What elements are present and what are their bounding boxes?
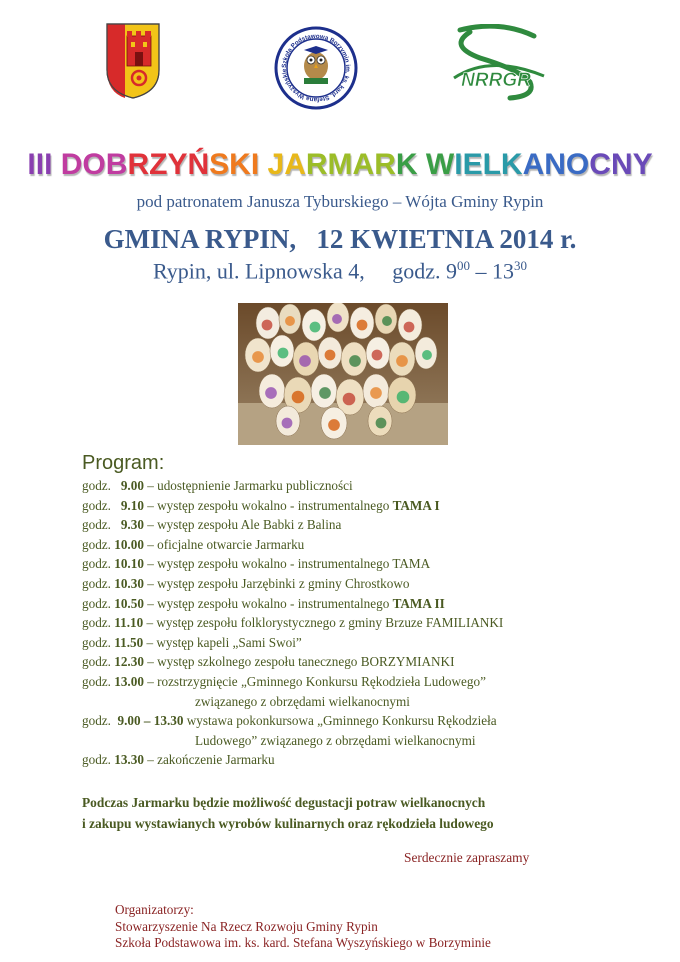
egg-decoration — [282, 418, 293, 429]
program-item-time: 13.00 — [114, 673, 144, 689]
program-item-text: – występ zespołu folklorystycznego z gminy Brzuze FAMILIANKI — [143, 615, 504, 631]
title-letter — [418, 148, 426, 182]
organizer-1: Stowarzyszenie Na Rzecz Rozwoju Gminy Rypin — [115, 918, 378, 934]
program-item-time: 12.30 — [114, 654, 144, 670]
title-letter: K — [229, 148, 251, 181]
title-letter: Z — [149, 148, 168, 181]
program-item-text: – występ zespołu wokalno - instrumentalnego — [143, 595, 393, 611]
program-item-time: 10.30 — [114, 575, 144, 591]
title-letter: S — [209, 148, 230, 181]
egg-decoration — [357, 320, 368, 331]
program-item-time: 9.30 — [120, 517, 144, 533]
organizers-heading: Organizatorzy: — [115, 902, 194, 917]
title-letter: K — [500, 148, 523, 181]
program-item-text: – występ zespołu Jarzębinki z gminy Chrostkowo — [143, 575, 410, 591]
program-item-time: 11.10 — [114, 615, 144, 631]
program-item-time: 9.10 — [120, 497, 144, 513]
address-hours-prefix: godz. 9 — [392, 258, 458, 284]
program-item — [82, 594, 642, 614]
headline: GMINA RYPIN, 12 KWIETNIA 2014 r. — [103, 224, 577, 254]
program-item-bold-tail: TAMA II — [392, 595, 445, 611]
address-line — [0, 258, 680, 284]
title-letter: I — [250, 148, 260, 181]
program-item-time: 13.30 — [114, 752, 144, 768]
program-item-bold-tail: TAMA I — [392, 497, 440, 513]
egg-decoration — [278, 348, 289, 359]
program-item-label: godz. — [82, 713, 118, 729]
title-letter: K — [395, 148, 418, 181]
program-item-text: – występ zespołu wokalno - instrumentalnego TAMA — [143, 556, 431, 572]
egg-decoration — [370, 387, 382, 399]
title-letter: N — [610, 148, 633, 181]
egg-decoration — [299, 355, 311, 367]
egg-decoration — [382, 316, 392, 326]
organizer-2: Szkoła Podstawowa im. ks. kard. Stefana Wyszyńskiego w Borzyminie — [115, 935, 491, 950]
program-list — [82, 476, 642, 770]
notice-line-2: i zakupu wystawianych wyrobów kulinarnych oraz rękodzieła ludowego — [82, 816, 494, 831]
title-letter: N — [544, 148, 566, 181]
title-letter: M — [327, 148, 353, 181]
program-item — [82, 652, 642, 672]
program-item-time: 10.10 — [114, 556, 144, 572]
title-letter: O — [565, 148, 590, 181]
title-letter: A — [352, 148, 375, 181]
egg-decoration — [349, 355, 361, 367]
program-item-label: godz. — [82, 575, 115, 591]
title-letter: Y — [167, 148, 188, 181]
title-letter: R — [305, 148, 328, 181]
program-item-text: – rozstrzygnięcie „Gminnego Konkursu Rękodzieła Ludowego” — [143, 673, 486, 689]
title-letter: E — [462, 148, 483, 181]
program-item-text: – występ zespołu wokalno - instrumentalnego — [143, 497, 393, 513]
program-item — [82, 496, 642, 516]
program-item — [82, 750, 642, 770]
title-letter: W — [425, 148, 455, 181]
egg-decoration — [325, 350, 336, 361]
program-item — [82, 633, 642, 653]
program-item-text: – występ kapeli „Sami Swoi” — [143, 634, 302, 650]
title-letter: Y — [632, 148, 653, 181]
program-item — [82, 535, 642, 555]
program-item-label: godz. — [82, 517, 121, 533]
title-letter: J — [267, 148, 285, 181]
title-letter: A — [284, 148, 306, 181]
egg-decoration — [372, 350, 383, 361]
egg-decoration — [376, 418, 387, 429]
program-item-text: – udostępnienie Jarmarku publiczności — [143, 478, 353, 493]
egg-decoration — [343, 393, 356, 406]
program-item-label: godz. — [82, 556, 115, 572]
program-item — [82, 613, 642, 633]
program-item — [82, 554, 642, 574]
program-item — [82, 476, 642, 496]
program-item-label: godz. — [82, 752, 115, 768]
egg-decoration — [292, 391, 305, 404]
program-item-text: wystawa pokonkursowa „Gminnego Konkursu Rękodzieła — [183, 713, 497, 729]
program-heading: Program: — [82, 452, 165, 474]
address-dash: – 13 — [470, 258, 515, 284]
program-item — [82, 515, 642, 535]
program-item-label: godz. — [82, 615, 115, 631]
address-start-sup: 00 — [457, 258, 471, 273]
program-item-text: – oficjalne otwarcie Jarmarku — [143, 536, 305, 552]
title-letter — [259, 148, 267, 182]
title-letter: I — [27, 148, 36, 181]
title-letter: I — [454, 148, 463, 181]
school-emblem-text: Szkoła Podstawowa Borzymin im. ks. kard. Stefana Wyszyńskie — [280, 32, 352, 104]
notice-line-1: Podczas Jarmarku będzie możliwość degustacji potraw wielkanocnych — [82, 795, 486, 810]
program-item-text: – zakończenie Jarmarku — [143, 752, 275, 768]
title-letter: B — [105, 148, 128, 181]
address-place: Rypin, ul. Lipnowska 4, — [152, 258, 365, 284]
program-item-time: 11.50 — [114, 634, 144, 650]
program-continuation: związanego z obrzędami wielkanocnymi — [195, 693, 410, 709]
easter-eggs-photo — [238, 303, 448, 445]
program-item-time: 9.00 — [120, 478, 144, 493]
organizers — [115, 902, 491, 952]
program-item-time: 10.00 — [114, 536, 144, 552]
address-end-sup: 30 — [514, 258, 528, 273]
program-item-label: godz. — [82, 497, 121, 513]
egg-decoration — [422, 350, 432, 360]
patronage-line: pod patronatem Janusza Tyburskiego – Wójta Gminy Rypin — [136, 192, 544, 211]
program-item-label: godz. — [82, 478, 121, 493]
nrrgr-logo-icon — [440, 24, 552, 102]
school-emblem-icon — [274, 26, 358, 110]
event-title — [0, 148, 680, 182]
program-item-label: godz. — [82, 654, 115, 670]
egg-decoration — [319, 387, 331, 399]
egg-decoration — [252, 351, 264, 363]
egg-decoration — [265, 387, 277, 399]
program-continuation: Ludowego” związanego z obrzędami wielkanocnymi — [195, 732, 476, 748]
title-letter: C — [589, 148, 611, 181]
title-letter: O — [82, 148, 106, 181]
egg-decoration — [397, 391, 410, 404]
program-item-time: 10.50 — [114, 595, 144, 611]
program-item — [82, 672, 642, 692]
invitation: Serdecznie zapraszamy — [404, 850, 530, 865]
rypin-coat-of-arms-icon — [105, 22, 161, 100]
program-item-label: godz. — [82, 536, 115, 552]
program-item-label: godz. — [82, 673, 115, 689]
program-item-label: godz. — [82, 634, 115, 650]
program-item — [82, 574, 642, 594]
egg-decoration — [328, 419, 340, 431]
title-letter — [52, 148, 60, 182]
title-letter: I — [35, 148, 45, 181]
egg-decoration — [262, 320, 273, 331]
nrrgr-text: NRRGR — [461, 70, 531, 91]
program-item-time: 9.00 – 13.30 — [117, 713, 184, 729]
title-letter: I — [44, 148, 53, 181]
egg-decoration — [285, 316, 295, 326]
egg-decoration — [404, 322, 415, 333]
egg-decoration — [396, 355, 408, 367]
title-letter: R — [374, 148, 396, 181]
title-letter: R — [127, 148, 150, 181]
egg-decoration — [332, 314, 342, 324]
program-item — [82, 711, 642, 731]
program-item-text: – występ zespołu Ale Babki z Balina — [143, 517, 342, 533]
notice — [82, 792, 494, 834]
title-letter: Ń — [187, 148, 210, 181]
title-letter: L — [482, 148, 501, 181]
egg-decoration — [310, 322, 321, 333]
program-item-label: godz. — [82, 595, 115, 611]
title-letter: D — [60, 148, 83, 181]
program-item-text: – występ szkolnego zespołu tanecznego BORZYMIANKI — [143, 654, 455, 670]
title-letter: A — [522, 148, 545, 181]
